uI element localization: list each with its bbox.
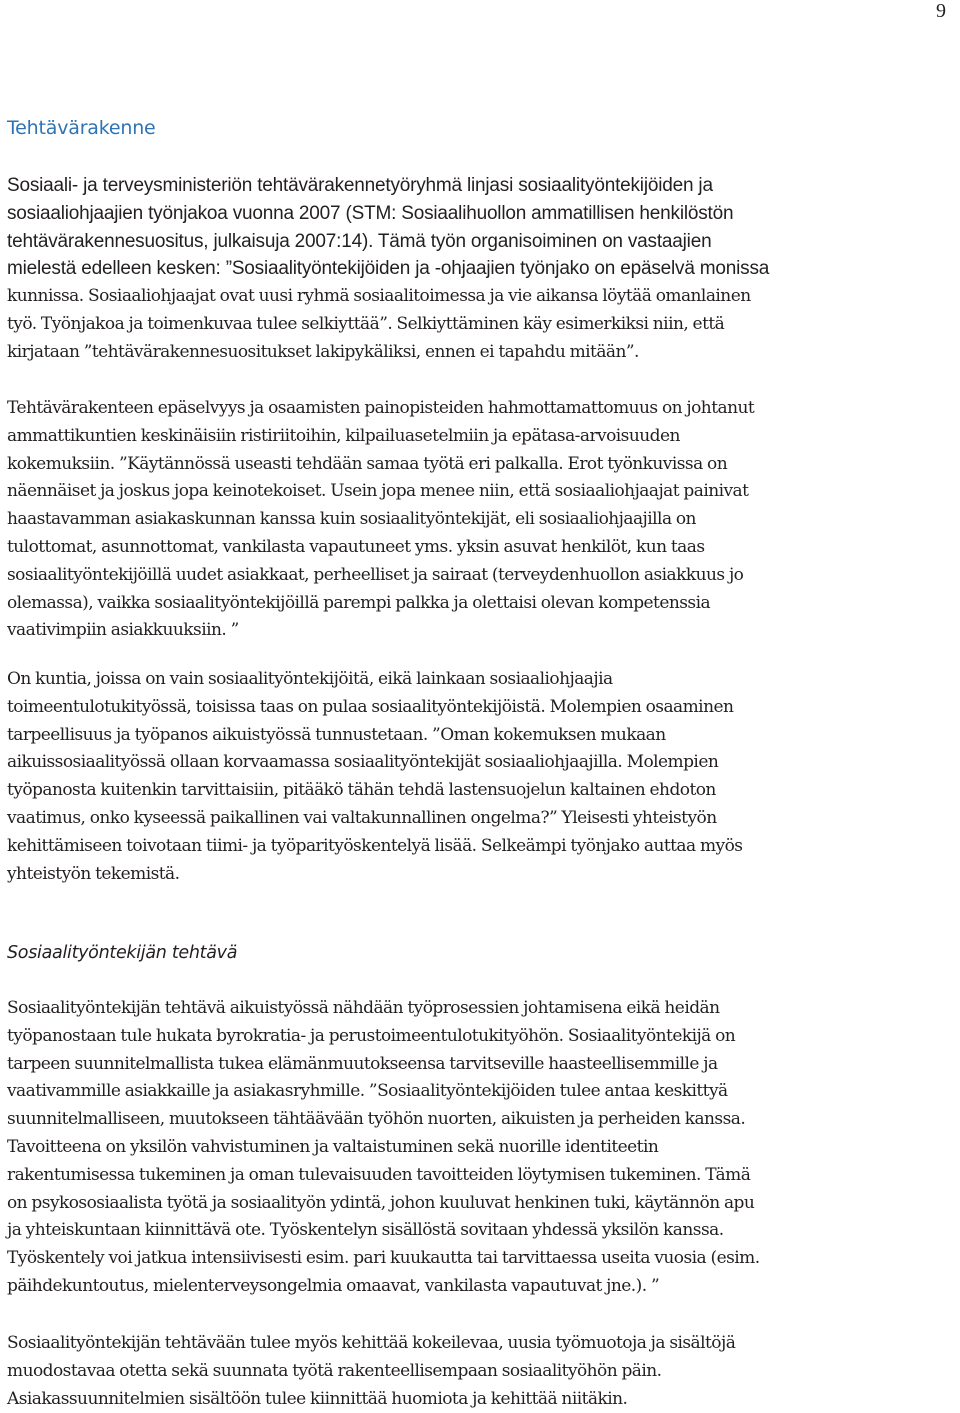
paragraph-line: olemassa), vaikka sosiaalityöntekijöillä parempi palkka ja olettaisi olevan kompetenssia (7, 592, 711, 613)
paragraph-line: Tavoitteena on yksilön vahvistuminen ja valtaistuminen sekä nuorille identiteetin (7, 1136, 659, 1157)
paragraph-line: sosiaalityöntekijöillä uudet asiakkaat, perheelliset ja sairaat (terveydenhuollon asiakkuus jo (7, 564, 744, 585)
paragraph-line: Työskentely voi jatkua intensiivisesti esim. pari kuukautta tai tarvittaessa useita vuosia (esim. (7, 1248, 760, 1269)
paragraph-line: työpanostaan tule hukata byrokratia- ja perustoimeentulotukityöhön. Sosiaalityöntekijä on (7, 1025, 736, 1046)
paragraph-2 (7, 395, 960, 645)
paragraph-line: tarpeellisuus ja työpanos aikuistyössä tunnustetaan. ”Oman kokemuksen mukaan (7, 724, 666, 745)
paragraph-line: vaativammille asiakkaille ja asiakasryhmille. ”Sosiaalityöntekijöiden tulee antaa keskittyä (7, 1081, 728, 1102)
paragraph-line: Sosiaalityöntekijän tehtävä aikuistyössä nähdään työprosessien johtamisena eikä heidän (7, 998, 720, 1018)
section-heading: Tehtävärakenne (7, 117, 156, 139)
paragraph-line: mielestä edelleen kesken: ”Sosiaalityöntekijöiden ja -ohjaajien työnjako on epäselvä monissa (7, 258, 770, 280)
section-subheading: Sosiaalityöntekijän tehtävä (7, 943, 238, 963)
page-number: 9 (936, 0, 946, 22)
paragraph-line: ammattikuntien keskinäisiin ristiriitoihin, kilpailuasetelmiin ja epätasa-arvoisuuden (7, 425, 680, 446)
paragraph-line: Asiakassuunnitelmien sisältöön tulee kiinnittää huomiota ja kehittää niitäkin. (7, 1388, 628, 1409)
paragraph-line: on psykososiaalista työtä ja sosiaalityön ydintä, johon kuuluvat henkinen tuki, käytännön apu (7, 1192, 755, 1213)
paragraph-line: muodostavaa otetta sekä suunnata työtä rakenteellisempaan sosiaalityöhön päin. (7, 1360, 662, 1381)
paragraph-line: kehittämiseen toivotaan tiimi- ja työparityöskentelyä lisää. Selkeämpi työnjako auttaa myös (7, 835, 743, 856)
paragraph-1 (7, 172, 960, 367)
paragraph-5 (7, 1330, 960, 1413)
paragraph-line: vaatimus, onko kyseessä paikallinen vai valtakunnallinen ongelma?” Yleisesti yhteistyön (7, 807, 717, 828)
paragraph-line: tulottomat, asunnottomat, vankilasta vapautuneet yms. yksin asuvat henkilöt, kun taas (7, 536, 705, 557)
paragraph-line: työ. Työnjakoa ja toimenkuvaa tulee selkiyttää”. Selkiyttäminen käy esimerkiksi niin, että (7, 313, 725, 334)
paragraph-4 (7, 995, 960, 1301)
paragraph-line: tehtävärakennesuositus, julkaisuja 2007:14). Tämä työn organisoiminen on vastaajien (7, 230, 712, 252)
paragraph-line: kokemuksiin. ”Käytännössä useasti tehdään samaa työtä eri palkalla. Erot työnkuvissa on (7, 453, 728, 474)
paragraph-line: Sosiaalityöntekijän tehtävään tulee myös kehittää kokeilevaa, uusia työmuotoja ja sisältöjä (7, 1333, 736, 1353)
paragraph-line: toimeentulotukityössä, toisissa taas on pulaa sosiaalityöntekijöistä. Molempien osaaminen (7, 696, 734, 717)
paragraph-line: ja yhteiskuntaan kiinnittävä ote. Työskentelyn sisällöstä sovitaan yhdessä yksilön kanssa. (7, 1220, 724, 1241)
paragraph-line: suunnitelmalliseen, muutokseen tähtäävään työhön nuorten, aikuisten ja perheiden kanssa. (7, 1109, 746, 1130)
paragraph-line: kirjataan ”tehtävärakennesuositukset lakipykäliksi, ennen ei tapahdu mitään”. (7, 341, 639, 362)
paragraph-line: työpanosta kuitenkin tarvittaisiin, pitääkö tähän tehdä lastensuojelun kaltainen ehdoton (7, 780, 716, 801)
paragraph-line: tarpeen suunnitelmallista tukea elämänmuutokseensa tarvitseville haasteellisemmille ja (7, 1053, 718, 1074)
paragraph-line: haastavamman asiakaskunnan kanssa kuin sosiaalityöntekijät, eli sosiaaliohjaajilla on (7, 509, 696, 530)
paragraph-line: Tehtävärakenteen epäselvyys ja osaamisten painopisteiden hahmottamattomuus on johtanut (7, 398, 755, 418)
paragraph-line: On kuntia, joissa on vain sosiaalityöntekijöitä, eikä lainkaan sosiaaliohjaajia (7, 669, 613, 689)
paragraph-line: näennäiset ja joskus jopa keinotekoiset. Usein jopa menee niin, että sosiaaliohjaajat painivat (7, 481, 749, 502)
paragraph-3 (7, 666, 960, 888)
paragraph-line: sosiaaliohjaajien työnjakoa vuonna 2007 (STM: Sosiaalihuollon ammatillisen henkilöstön (7, 202, 734, 224)
paragraph-line: aikuissosiaalityössä ollaan korvaamassa sosiaalityöntekijät sosiaaliohjaajilla. Molempien (7, 752, 719, 773)
paragraph-line: vaativimpiin asiakkuuksiin. ” (7, 620, 239, 641)
paragraph-line: kunnissa. Sosiaaliohjaajat ovat uusi ryhmä sosiaalitoimessa ja vie aikansa löytää omanlainen (7, 286, 751, 307)
paragraph-line: Sosiaali- ja terveysministeriön tehtävärakennetyöryhmä linjasi sosiaalityöntekijöiden ja (7, 175, 713, 196)
paragraph-line: yhteistyön tekemistä. (7, 863, 180, 884)
paragraph-line: rakentumisessa tukeminen ja oman tulevaisuuden tavoitteiden löytymisen tukeminen. Tämä (7, 1164, 751, 1185)
paragraph-line: päihdekuntoutus, mielenterveysongelmia omaavat, vankilasta vapautuvat jne.). ” (7, 1275, 660, 1296)
